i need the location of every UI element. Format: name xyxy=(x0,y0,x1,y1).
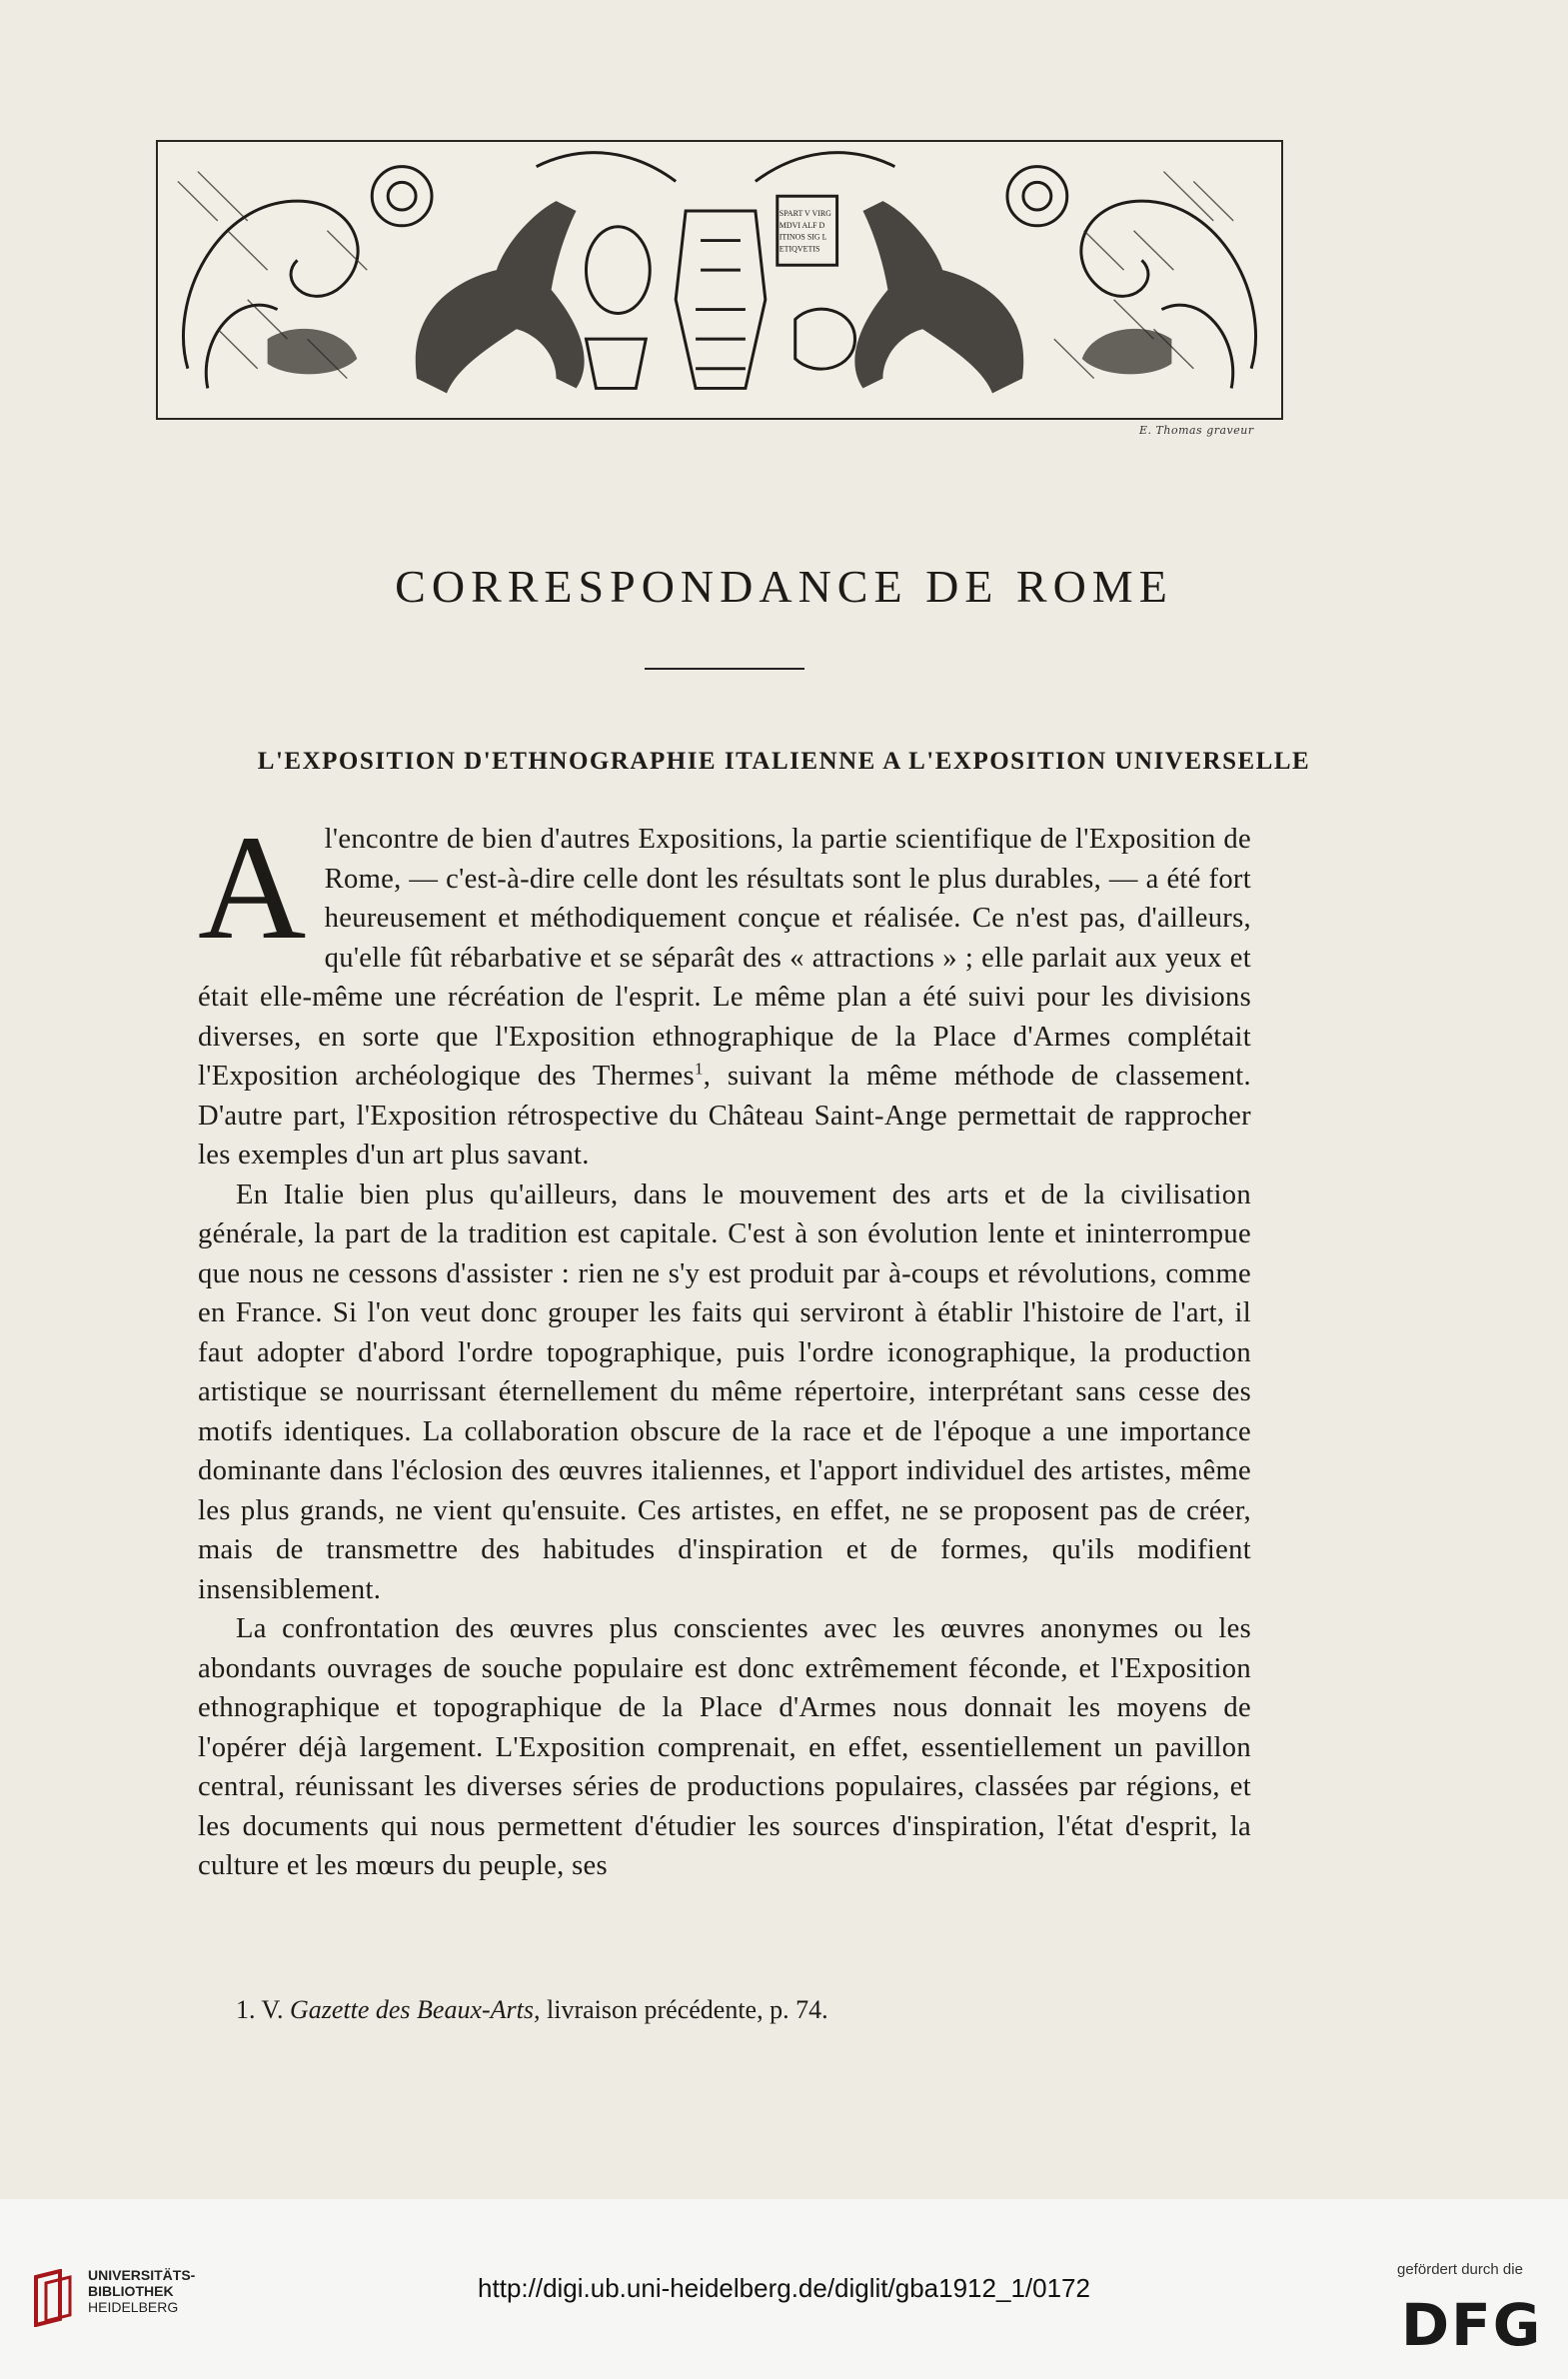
funding-caption: gefördert durch die xyxy=(1397,2261,1523,2278)
article-body xyxy=(198,805,1251,1886)
permalink-url[interactable]: http://digi.ub.uni-heidelberg.de/diglit/gba1912_1/0172 xyxy=(478,2273,1090,2303)
headpiece-inscription-line-3: ITINOS SIG L xyxy=(779,232,827,242)
headpiece-inscription-line-1: SPART V VIRG xyxy=(779,208,831,218)
paragraph-3: La confrontation des œuvres plus conscientes avec les œuvres anonymes ou les abondants ouvrages de souche populaire est donc extrêmement féconde, et l'Exposition ethnographique et topographique de la Place d'Armes nous donnait les moyens de l'opérer déjà largement. L'Exposition comprenait, en effet, essentiellement un pavillon central, réunissant les diverses séries de productions populaires, classées par régions, et les documents qui nous permettent d'étudier les sources d'inspiration, l'état d'esprit, la culture et les mœurs du peuple, ses xyxy=(198,1613,1251,1881)
headpiece-inscription-line-2: MDVI ALF D xyxy=(779,220,825,230)
title-divider xyxy=(645,668,804,670)
library-name-line-1: UNIVERSITÄTS- xyxy=(88,2267,196,2283)
paragraph-1-tail: , suivant la même méthode de classement. D'autre part, l'Exposition rétrospective du Château Saint-Ange permettait de rapprocher les exemples d'un art plus savant. xyxy=(198,1061,1251,1171)
engraver-signature: E. Thomas graveur xyxy=(1139,424,1254,437)
headpiece-engraving xyxy=(158,142,1281,418)
footnote-suffix: livraison précédente, p. 74. xyxy=(540,1995,828,2024)
footnote-journal: Gazette des Beaux-Arts, xyxy=(289,1995,541,2024)
footnote-prefix: 1. V. xyxy=(236,1995,290,2024)
paragraph-1-text: l'encontre de bien d'autres Expositions, la partie scientifique de l'Exposition de Rome, — c'est-à-dire celle dont les résultats sont le plus durables, — a été fort heureusement et méthodiquement conçue et réalisée. Ce n'est pas, d'ailleurs, qu'elle fût rébarbative et se séparât des « attractions » ; elle parlait aux yeux et était elle-même une récréation de l'esprit. Le même plan a été suivi pour les divisions diverses, en sorte que l'Exposition ethnographique de la Place d'Armes complétait l'Exposition archéologique des Thermes xyxy=(198,824,1251,1092)
page-title: CORRESPONDANCE DE ROME xyxy=(395,561,1173,612)
article-subtitle: L'EXPOSITION D'ETHNOGRAPHIE ITALIENNE A L'EXPOSITION UNIVERSELLE xyxy=(257,748,1311,775)
library-name-line-2: BIBLIOTHEK xyxy=(88,2283,174,2299)
footnote xyxy=(236,1995,828,2025)
library-name-line-3: HEIDELBERG xyxy=(88,2299,179,2315)
paragraph-2: En Italie bien plus qu'ailleurs, dans le mouvement des arts et de la civilisation générale, la part de la tradition est capitale. C'est à son évolution lente et ininterrompue que nous ne cessons d'assister : rien ne s'y est produit par à-coups et révolutions, comme en France. Si l'on veut donc grouper les faits qui serviront à établir l'histoire de l'art, il faut adopter d'abord l'ordre topographique, puis l'ordre iconographique, la production artistique se nourrissant éternellement du même répertoire, interprétant sans cesse des motifs identiques. La collaboration obscure de la race et de l'époque a une importance dominante dans l'éclosion des œuvres italiennes, et l'apport individuel des artistes, même les plus grands, ne vient qu'ensuite. Ces artistes, en effet, ne se proposent pas de créer, mais de transmettre des habitudes d'inspiration et de formes, qu'ils modifient insensiblement. xyxy=(198,1179,1251,1605)
paragraph-1 xyxy=(198,805,1251,1176)
footnote-marker[interactable]: 1 xyxy=(694,1059,704,1079)
dfg-logo-icon[interactable]: DFG xyxy=(1401,2291,1543,2359)
drop-cap: A xyxy=(198,805,307,971)
headpiece-inscription-line-4: ETIQVETIS xyxy=(779,244,820,254)
ornamental-headpiece xyxy=(156,140,1283,420)
